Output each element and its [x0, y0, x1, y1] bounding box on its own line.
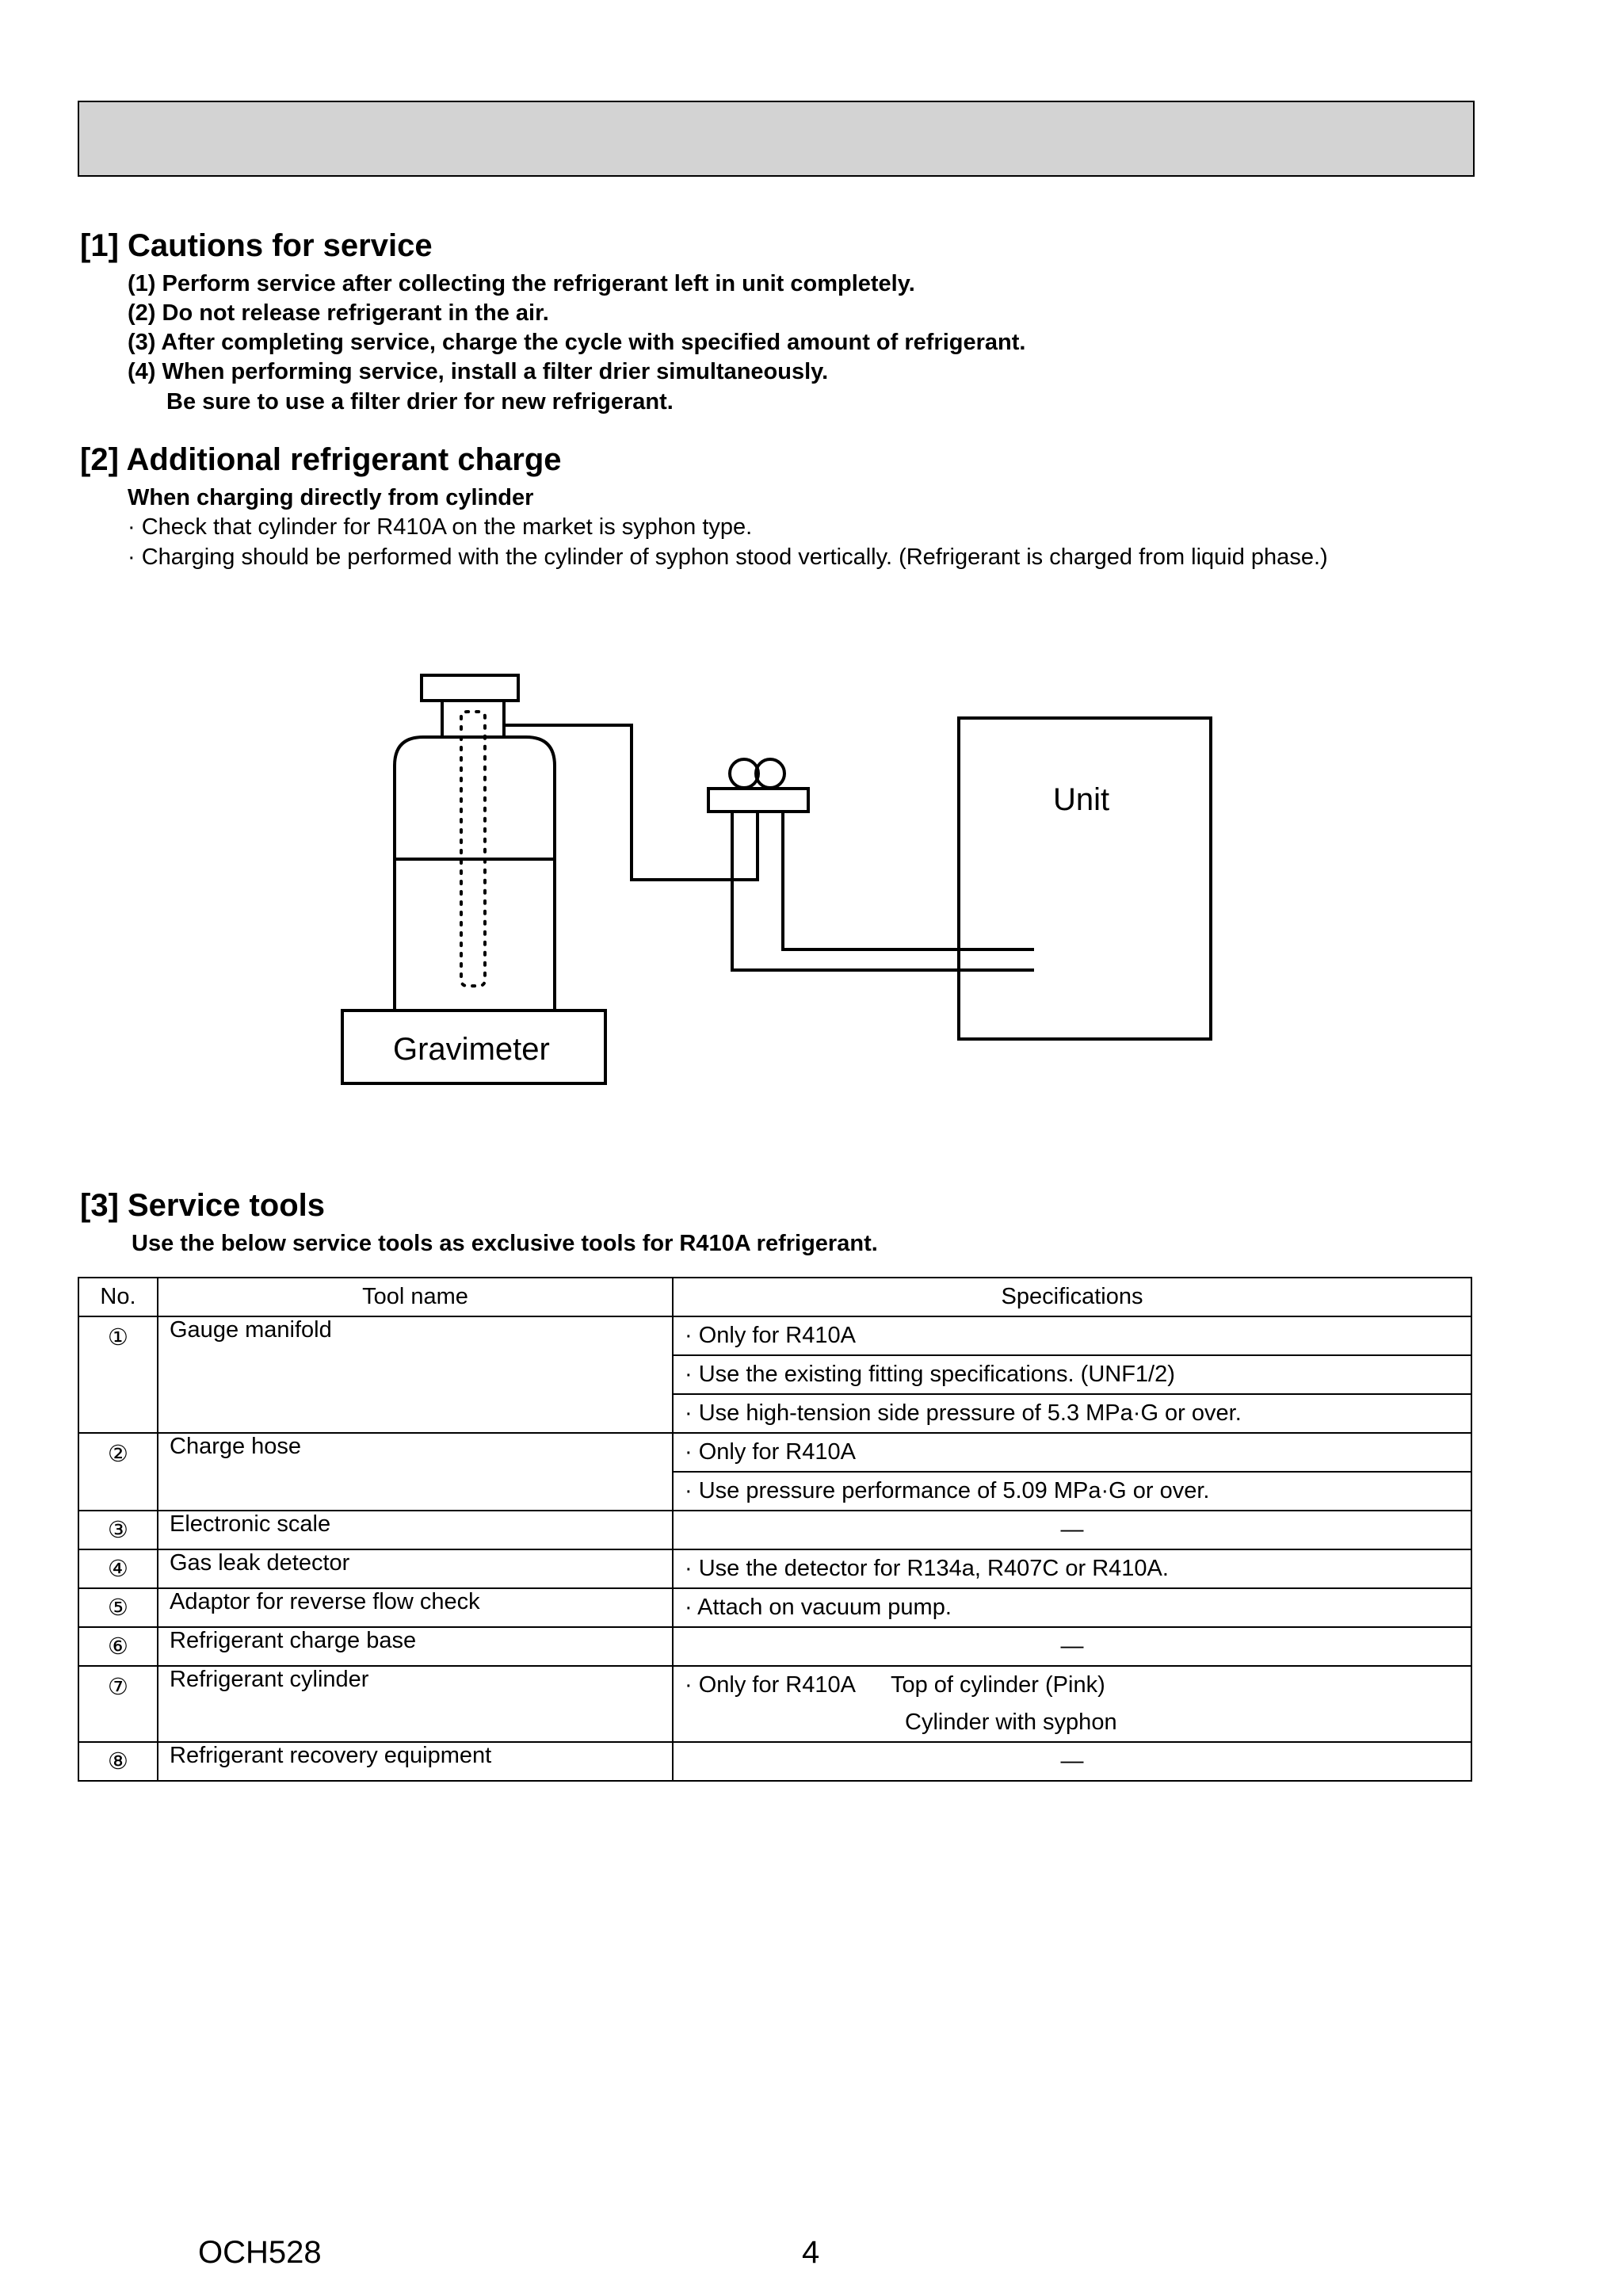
caution-item-2: (2) Do not release refrigerant in the air. [128, 300, 549, 326]
table-header-row [78, 1278, 1471, 1316]
spec-cell: · Only for R410A [673, 1433, 1471, 1472]
spec-cell: — [673, 1742, 1471, 1781]
gauge-right-icon [756, 759, 784, 788]
refrigerant-cylinder [395, 737, 555, 1010]
unit-label: Unit [1053, 782, 1110, 817]
row-number: ② [78, 1433, 158, 1511]
spec-cell: — [673, 1627, 1471, 1666]
hose-line-high [783, 812, 1034, 949]
hose-line-low [732, 812, 1034, 970]
section-2-heading: [2] Additional refrigerant charge [80, 442, 562, 477]
caution-item-3: (3) After completing service, charge the cycle with specified amount of refrigerant. [128, 330, 1026, 355]
footer-page-number: 4 [802, 2235, 820, 2270]
charge-bullet-1: · Check that cylinder for R410A on the market is syphon type. [128, 514, 753, 540]
syphon-tube [461, 712, 485, 986]
spec-cell [673, 1666, 1471, 1704]
gauge-manifold-body [708, 789, 808, 812]
header-no: No. [78, 1278, 158, 1316]
charge-hose-line [504, 725, 758, 880]
spec-cell: — [673, 1511, 1471, 1549]
gauge-left-icon [730, 759, 758, 788]
tool-name: Charge hose [158, 1433, 673, 1511]
row-number: ⑦ [78, 1666, 158, 1742]
table-row [78, 1742, 1471, 1781]
tool-name: Gauge manifold [158, 1316, 673, 1433]
table-row [78, 1511, 1471, 1549]
tool-name: Electronic scale [158, 1511, 673, 1549]
charge-bullet-2: · Charging should be performed with the cylinder of syphon stood vertically. (Refrigerant is charged from liquid phase.) [128, 544, 1328, 570]
row-number: ③ [78, 1511, 158, 1549]
gravimeter-label: Gravimeter [393, 1032, 550, 1067]
caution-item-4: (4) When performing service, install a filter drier simultaneously. [128, 359, 829, 384]
spec-cell: · Use high-tension side pressure of 5.3 MPa·G or over. [673, 1394, 1471, 1433]
spec-cell: · Use the existing fitting specifications. (UNF1/2) [673, 1355, 1471, 1394]
caution-item-4-note: Be sure to use a filter drier for new refrigerant. [166, 389, 674, 415]
tool-name: Refrigerant charge base [158, 1627, 673, 1666]
spec-cell: · Use pressure performance of 5.09 MPa·G or over. [673, 1472, 1471, 1511]
footer-model: OCH528 [198, 2235, 322, 2270]
spec-cell: · Use the detector for R134a, R407C or R410A. [673, 1549, 1471, 1588]
service-tools-table [78, 1277, 1472, 1782]
spec-text: · Only for R410A [685, 1672, 856, 1698]
table-row [78, 1316, 1471, 1355]
row-number: ⑤ [78, 1588, 158, 1627]
spec-text: Cylinder with syphon [905, 1710, 1117, 1735]
cylinder-cap [422, 675, 518, 701]
spec-cell: · Only for R410A [673, 1316, 1471, 1355]
row-number: ④ [78, 1549, 158, 1588]
section-1-heading: [1] Cautions for service [80, 228, 433, 263]
tool-name: Gas leak detector [158, 1549, 673, 1588]
header-specifications: Specifications [673, 1278, 1471, 1316]
cylinder-neck [442, 701, 504, 737]
table-row [78, 1627, 1471, 1666]
section-2-subheading: When charging directly from cylinder [128, 485, 534, 510]
caution-item-1: (1) Perform service after collecting the refrigerant left in unit completely. [128, 271, 915, 296]
section-3-heading: [3] Service tools [80, 1188, 326, 1223]
header-tool-name: Tool name [158, 1278, 673, 1316]
table-row [78, 1433, 1471, 1472]
tool-name: Refrigerant cylinder [158, 1666, 673, 1742]
table-row [78, 1666, 1471, 1704]
row-number: ⑧ [78, 1742, 158, 1781]
row-number: ⑥ [78, 1627, 158, 1666]
spec-cell: · Attach on vacuum pump. [673, 1588, 1471, 1627]
section-3-subheading: Use the below service tools as exclusive tools for R410A refrigerant. [132, 1231, 878, 1256]
spec-cell [673, 1704, 1471, 1742]
spec-text: Top of cylinder (Pink) [890, 1672, 1105, 1698]
tool-name: Refrigerant recovery equipment [158, 1742, 673, 1781]
row-number: ① [78, 1316, 158, 1433]
unit-box [959, 718, 1211, 1039]
table-row [78, 1588, 1471, 1627]
tool-name: Adaptor for reverse flow check [158, 1588, 673, 1627]
table-row [78, 1549, 1471, 1588]
